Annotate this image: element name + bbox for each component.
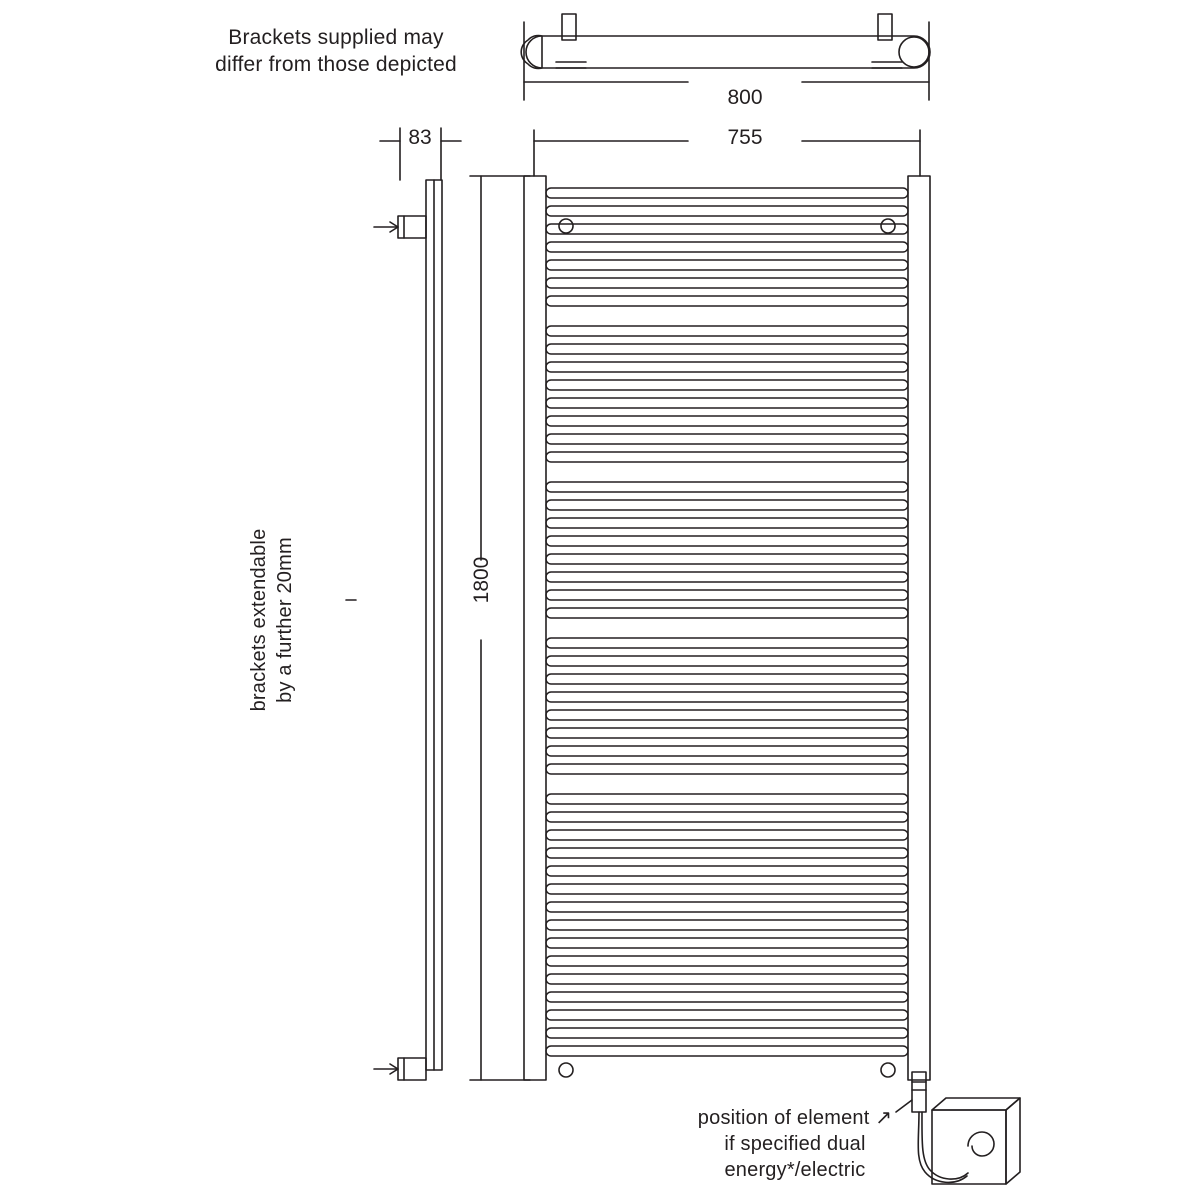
side-view <box>346 180 442 1080</box>
note-element-line-2: if specified dual <box>724 1133 866 1155</box>
note-extendable-line-2: by a further 20mm <box>274 537 296 703</box>
note-brackets-line-2: differ from those depicted <box>215 53 457 76</box>
note-element-line-1: position of element ↗ <box>697 1107 893 1129</box>
note-brackets-line-1: Brackets supplied may <box>228 26 444 49</box>
front-view-rails <box>546 188 908 1056</box>
note-brackets-supplied <box>186 24 486 78</box>
note-element-position <box>690 1105 900 1183</box>
dimension-label-height: 1800 <box>470 556 493 604</box>
dimension-label-width-inner: 755 <box>727 126 763 149</box>
dimension-label-depth: 83 <box>408 126 432 149</box>
note-extendable-line-1: brackets extendable <box>248 528 270 712</box>
plan-view-top <box>521 14 930 69</box>
dimension-label-width-overall: 800 <box>727 86 763 109</box>
note-element-line-3: energy*/electric <box>724 1159 866 1181</box>
note-brackets-extendable <box>246 470 298 770</box>
front-view-posts <box>524 176 930 1080</box>
element-and-plug <box>912 1072 1020 1184</box>
